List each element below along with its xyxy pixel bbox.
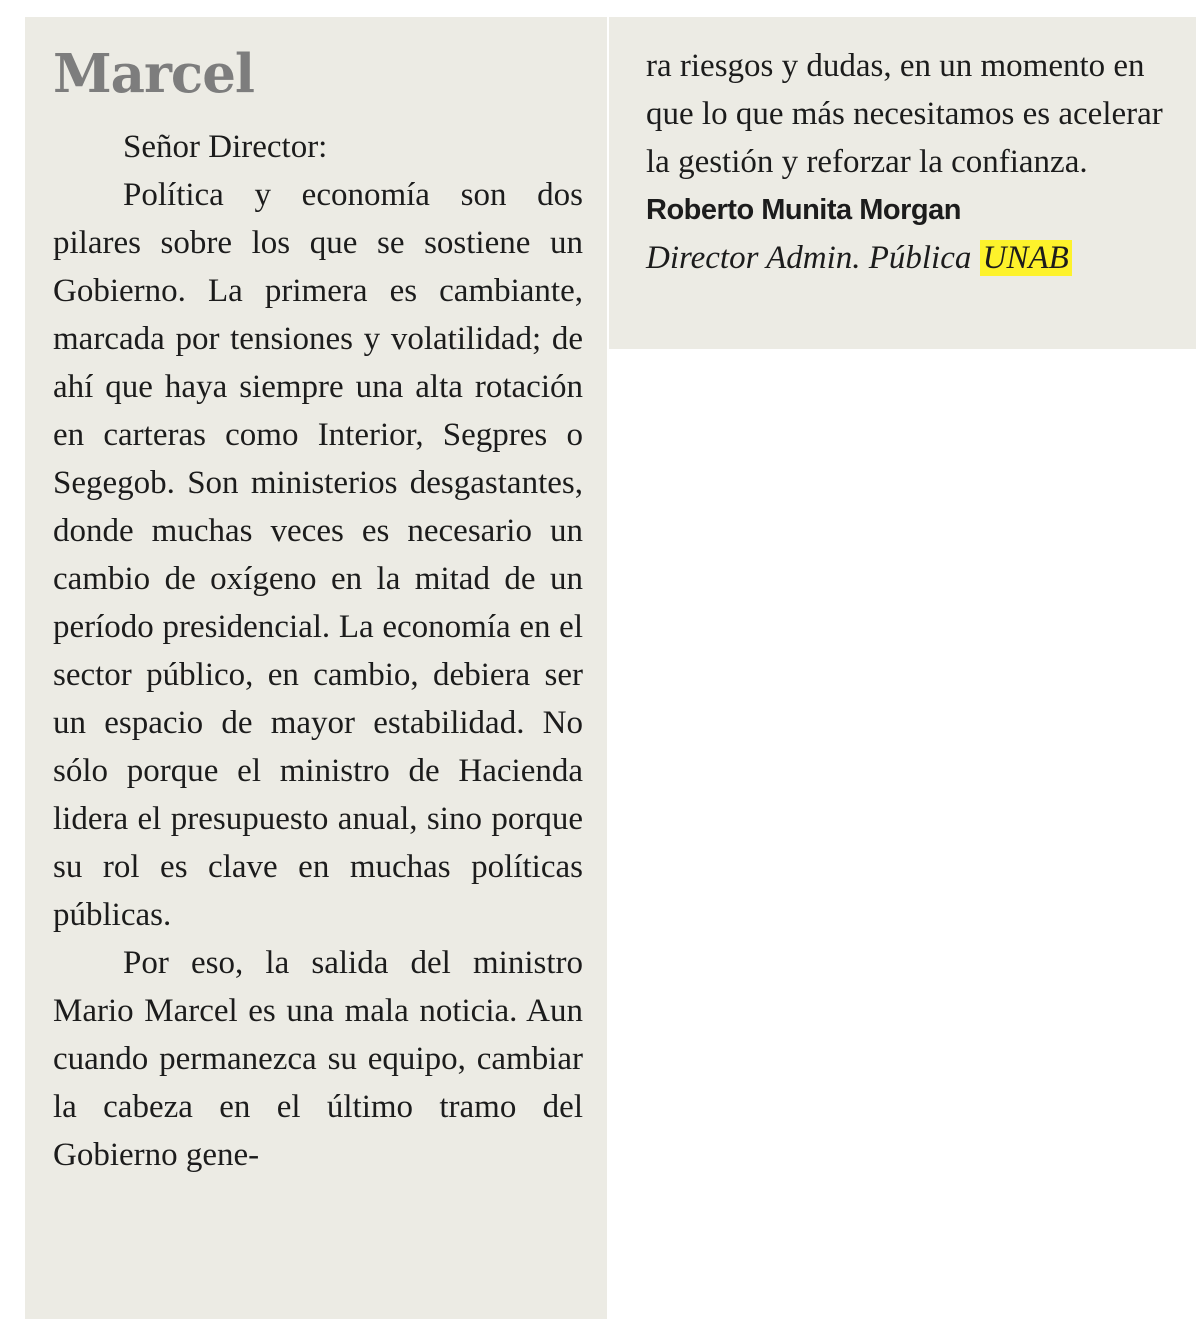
- letter-headline: Marcel: [53, 43, 255, 105]
- letter-salutation: Señor Director:: [123, 129, 328, 165]
- letter-body-continued: [646, 42, 1186, 186]
- affiliation-title: Director Admin. Pública: [646, 240, 972, 276]
- affiliation-highlight: UNAB: [980, 240, 1072, 276]
- letter-affiliation: [646, 234, 1186, 282]
- letter-author: Roberto Munita Morgan: [646, 194, 961, 226]
- letter-left-column: [25, 17, 607, 1319]
- letter-paragraph-1: Política y economía son dos pilares sobre los que se sostiene un Gobierno. La primera es cambiante, marcada por tensiones y volatilidad; de ahí que haya siempre una alta rotación en carteras como Interior, Segpres o Segegob. Son ministerios desgastantes, donde muchas veces es necesario un cambio de oxígeno en la mitad de un período presidencial. La economía en el sector público, en cambio, debiera ser un espacio de mayor estabilidad. No sólo porque el ministro de Hacienda lidera el presupuesto anual, sino porque su rol es clave en muchas políticas públicas.: [53, 177, 583, 933]
- letter-body: [53, 123, 583, 1179]
- letter-continuation: ra riesgos y dudas, en un momento en que lo que más necesitamos es acelerar la gestión y reforzar la confianza.: [646, 48, 1163, 180]
- letter-paragraph-2: Por eso, la salida del ministro Mario Marcel es una mala noticia. Aun cuando permanezca su equipo, cambiar la cabeza en el último tramo del Gobierno gene-: [53, 945, 583, 1173]
- letter-right-column: [609, 17, 1196, 349]
